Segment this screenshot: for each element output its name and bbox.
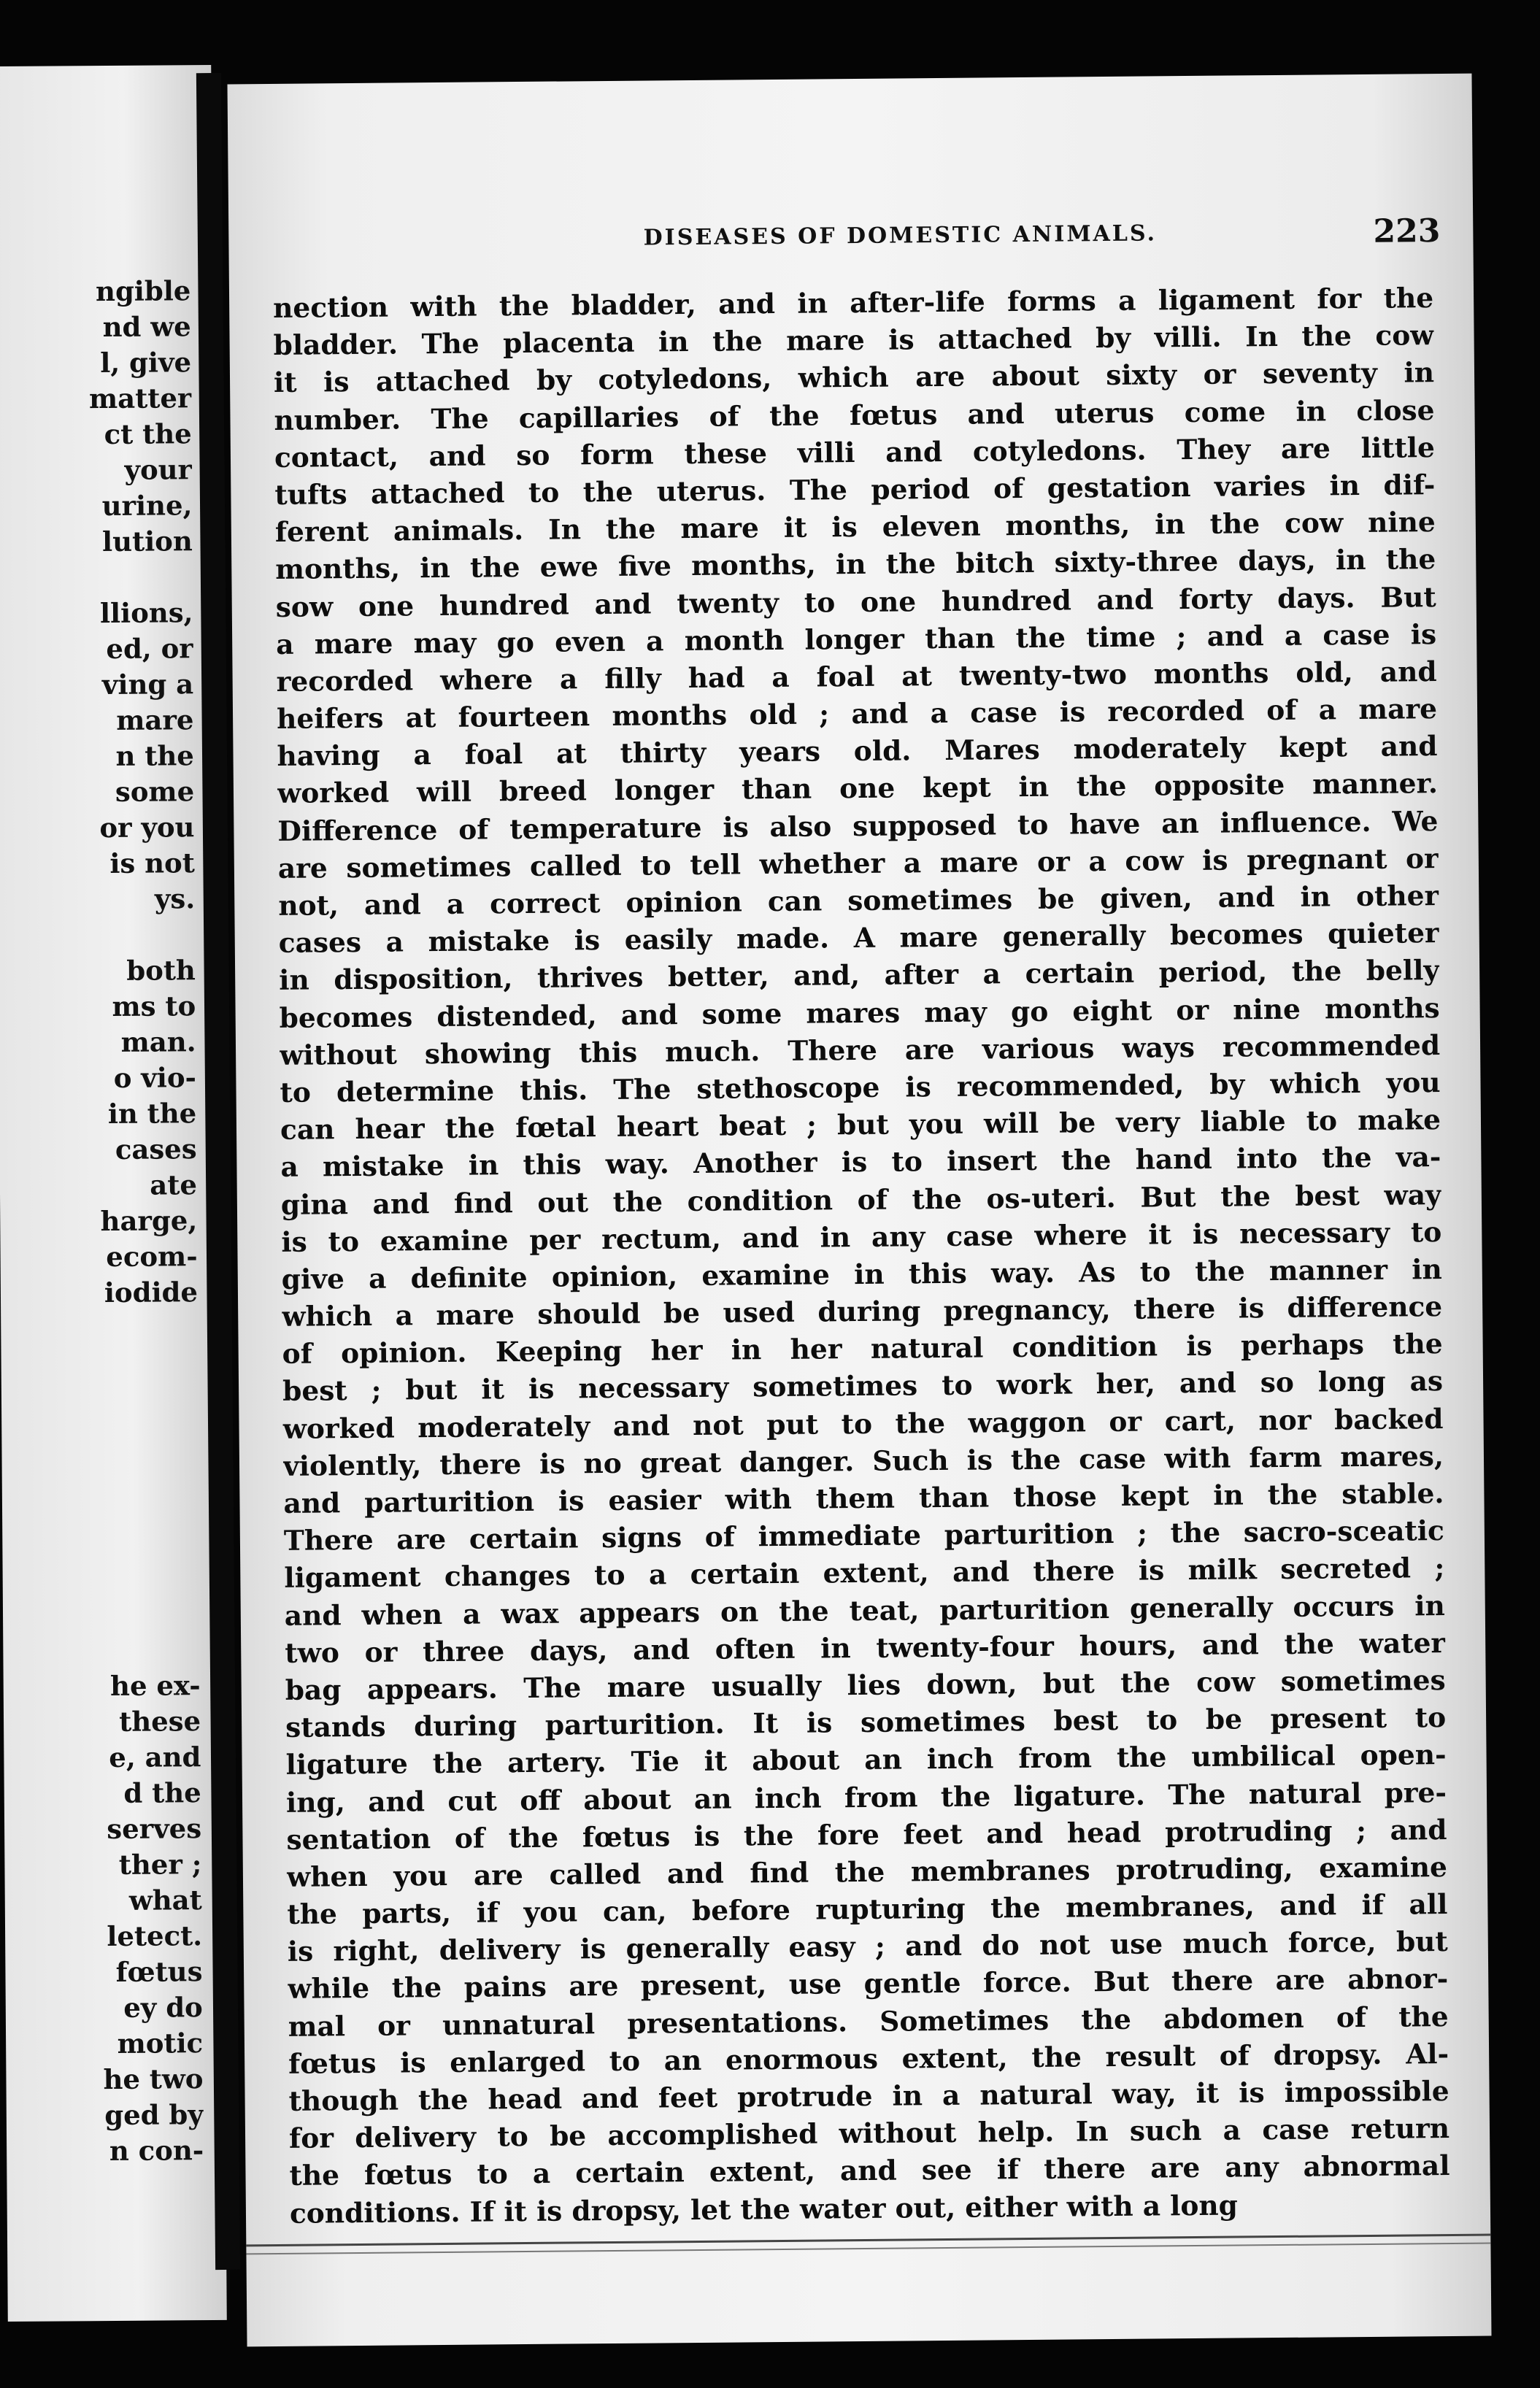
body-line: violently, there is no great danger. Such is the case with farm mares, [282,1439,1444,1482]
left-fragment-line: both [126,954,196,987]
left-page-margin [0,65,227,2322]
left-fragment-line: your [124,453,193,486]
left-fragment-line: n con- [109,2134,204,2168]
left-fragment-line [0,559,193,596]
left-fragment-line [2,1525,199,1562]
left-fragment-line: o vio- [113,1061,197,1094]
left-fragment-line [3,1560,200,1598]
running-title: DISEASES OF DOMESTIC ANIMALS. [643,220,1158,251]
left-fragment-line [3,1596,200,1633]
left-fragment-line: e, and [109,1741,201,1774]
left-fragment-line: d the [123,1776,201,1809]
left-fragment-line [0,917,196,954]
body-line: mal or unnatural presentations. Sometimes the abdomen of the [288,2000,1449,2043]
body-line: is to examine per rectum, and in any case where it is necessary to [281,1215,1442,1258]
left-fragment-line [1,1417,199,1455]
left-fragment-line [2,1489,199,1526]
body-line: fœtus is enlarged to an enormous extent, the result of dropsy. Al- [288,2037,1449,2080]
body-line: conditions. If it is dropsy, let the water out, either with a long [289,2189,1239,2230]
left-fragment-line: is not [109,847,195,879]
running-head [360,212,1440,266]
body-line: to determine this. The stethoscope is recommended, by which you [280,1066,1441,1109]
left-fragment-line: fœtus [115,1955,203,1988]
left-fragment-line [1,1346,198,1383]
body-line: recorded where a filly had a foal at twenty-two months old, and [276,655,1437,698]
body-line: while the pains are present, use gentle force. But there are abnor- [288,1963,1449,2006]
left-fragment-line: ged by [104,2098,204,2132]
body-line: ferent animals. In the mare it is eleven months, in the cow nine [274,506,1436,549]
body-text [273,280,1450,2233]
body-line: and when a wax appears on the teat, parturition generally occurs in [284,1589,1445,1632]
left-fragment-line: serves [107,1812,202,1846]
left-fragment-line: in the [107,1097,197,1131]
body-line: though the head and feet protrude in a natural way, it is impossible [288,2074,1449,2117]
left-fragment-line: ct the [104,417,192,451]
left-fragment-line: lution [101,525,193,558]
body-line: bladder. The placenta in the mare is attached by villi. In the cow [273,319,1434,362]
left-fragment-line: cases [115,1133,197,1166]
body-line: months, in the ewe five months, in the bitch sixty-three days, in the [275,543,1436,586]
left-fragment-line: some [115,775,195,808]
left-fragment-line: matter [88,382,192,415]
body-line: sow one hundred and twenty to one hundred and forty days. But [275,580,1436,623]
body-line: gina and find out the condition of the os-uteri. But the best way [280,1178,1442,1221]
body-line: nection with the bladder, and in after-life forms a ligament for the [272,282,1434,324]
left-fragment-line: mare [116,704,194,736]
body-line: and parturition is easier with them than those kept in the stable. [283,1477,1444,1520]
left-fragment-line [1,1310,198,1347]
body-line: of opinion. Keeping her in her natural condition is perhaps the [282,1328,1443,1371]
left-fragment-line: l, give [100,346,192,380]
left-fragment-line: ey do [123,1991,203,2024]
body-line: the parts, if you can, before rupturing the membranes, and if all [287,1888,1448,1930]
body-line: tufts attached to the uterus. The period of gestation varies in dif- [274,469,1436,511]
left-fragment-line [3,1632,200,1669]
left-fragment-line: ving a [101,668,194,701]
left-fragment-line: he two [103,2062,204,2096]
left-fragment-line: harge, [100,1204,198,1238]
body-line: sentation of the fœtus is the fore feet and head protruding ; and [286,1813,1447,1856]
body-line: worked moderately and not put to the waggon or cart, nor backed [282,1402,1444,1445]
body-line: heifers at fourteen months old ; and a case is recorded of a mare [276,693,1438,736]
body-line: There are certain signs of immediate parturition ; the sacro-sceatic [283,1514,1445,1557]
left-fragment-line: llions, [99,596,193,630]
body-line: ing, and cut off about an inch from the ligature. The natural pre- [285,1776,1447,1819]
left-fragment-line: ms to [112,990,196,1022]
left-fragment-line: letect. [107,1919,203,1953]
body-line: in disposition, thrives better, and, after a certain period, the belly [279,954,1440,997]
left-fragment-line: ate [150,1168,198,1201]
left-fragment-line: he ex- [109,1669,201,1703]
body-line: bag appears. The mare usually lies down, but the cow sometimes [285,1663,1446,1706]
body-line: two or three days, and often in twenty-four hours, and the water [285,1626,1446,1669]
left-fragment-line: what [128,1884,202,1917]
body-line: number. The capillaries of the fœtus and uterus come in close [274,393,1435,436]
body-line: give a definite opinion, examine in this way. As to the manner in [281,1252,1442,1295]
body-line: contact, and so form these villi and cotyledons. They are little [274,431,1436,474]
body-line: ligament changes to a certain extent, and there is milk secreted ; [284,1552,1445,1595]
body-line: is right, delivery is generally easy ; and do not use much force, but [287,1925,1448,1968]
left-fragment-line: ther ; [118,1848,202,1881]
body-line: it is attached by cotyledons, which are about sixty or seventy in [273,356,1435,399]
left-fragment-line: or you [99,811,195,844]
left-fragment-line [1,1453,199,1490]
body-line: a mistake in this way. Another is to insert the hand into the va- [280,1141,1441,1184]
left-fragment-line: iodide [104,1276,199,1309]
left-page-text-fragments [0,273,204,2170]
body-line: worked will breed longer than one kept in the opposite manner. [277,767,1439,810]
body-line: stands during parturition. It is sometimes best to be present to [285,1701,1447,1744]
left-fragment-line: man. [120,1025,196,1058]
left-fragment-line: ys. [154,882,196,915]
body-line: are sometimes called to tell whether a mare or a cow is pregnant or [277,841,1439,885]
left-fragment-line: n the [115,739,194,772]
body-line: not, and a correct opinion can sometimes be given, and in other [278,879,1439,922]
body-line: best ; but it is necessary sometimes to work her, and so long as [282,1365,1444,1408]
body-line: having a foal at thirty years old. Mares moderately kept and [277,730,1438,773]
left-fragment-line: ed, or [106,632,193,666]
left-fragment-line: nd we [102,310,191,344]
left-fragment-line [1,1382,199,1419]
body-line: when you are called and find the membranes protruding, examine [286,1850,1448,1893]
right-page [228,74,1492,2347]
body-line: cases a mistake is easily made. A mare generally becomes quieter [278,917,1439,960]
body-line: which a mare should be used during pregnancy, there is difference [282,1290,1443,1333]
body-line: Difference of temperature is also supposed to have an influence. We [277,804,1439,847]
body-line: a mare may go even a month longer than the time ; and a case is [276,617,1437,660]
left-fragment-line: urine, [101,489,193,523]
left-fragment-line: these [118,1705,201,1738]
left-fragment-line: motic [117,2027,204,2060]
left-fragment-line: ecom- [106,1240,198,1274]
page-number: 223 [1373,212,1441,250]
body-line: can hear the fœtal heart beat ; but you will be very liable to make [280,1104,1441,1147]
body-line: for delivery to be accomplished without help. In such a case return [288,2112,1450,2155]
left-fragment-line: ngible [95,274,191,308]
body-line: without showing this much. There are various ways recommended [279,1028,1441,1071]
body-line: the fœtus to a certain extent, and see if there are any abnormal [289,2149,1450,2192]
body-line: ligature the artery. Tie it about an inch from the umbilical open- [285,1738,1447,1782]
body-line: becomes distended, and some mares may go eight or nine months [279,991,1440,1034]
